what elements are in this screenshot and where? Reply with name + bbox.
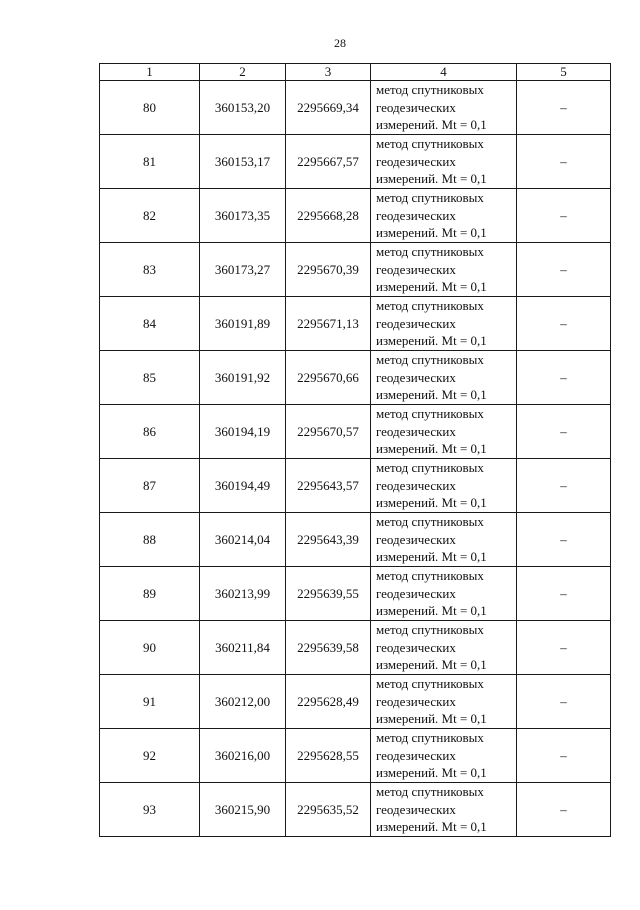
y-coordinate-cell: 2295668,28 bbox=[286, 189, 371, 243]
method-line: измерений. Mt = 0,1 bbox=[376, 819, 487, 835]
method-cell bbox=[371, 351, 517, 405]
y-coordinate-cell: 2295669,34 bbox=[286, 81, 371, 135]
method-cell bbox=[371, 297, 517, 351]
table-row bbox=[100, 405, 611, 459]
method-line: измерений. Mt = 0,1 bbox=[376, 171, 487, 187]
method-line: метод спутниковых bbox=[376, 406, 484, 422]
y-coordinate-cell: 2295671,13 bbox=[286, 297, 371, 351]
table-row bbox=[100, 783, 611, 837]
point-number-cell: 91 bbox=[100, 675, 200, 729]
x-coordinate-cell: 360214,04 bbox=[200, 513, 286, 567]
x-coordinate-cell: 360173,35 bbox=[200, 189, 286, 243]
method-line: метод спутниковых bbox=[376, 784, 484, 800]
method-line: геодезических bbox=[376, 747, 456, 763]
method-line: измерений. Mt = 0,1 bbox=[376, 765, 487, 781]
method-cell bbox=[371, 81, 517, 135]
note-cell: – bbox=[517, 243, 611, 297]
method-cell bbox=[371, 405, 517, 459]
method-line: геодезических bbox=[376, 207, 456, 223]
x-coordinate-cell: 360194,49 bbox=[200, 459, 286, 513]
method-line: геодезических bbox=[376, 801, 456, 817]
header-col-5: 5 bbox=[517, 64, 611, 81]
method-line: геодезических bbox=[376, 477, 456, 493]
method-cell bbox=[371, 675, 517, 729]
method-line: метод спутниковых bbox=[376, 136, 484, 152]
method-line: геодезических bbox=[376, 99, 456, 115]
note-cell: – bbox=[517, 135, 611, 189]
note-cell: – bbox=[517, 783, 611, 837]
note-cell: – bbox=[517, 351, 611, 405]
x-coordinate-cell: 360194,19 bbox=[200, 405, 286, 459]
note-cell: – bbox=[517, 459, 611, 513]
table-row bbox=[100, 621, 611, 675]
y-coordinate-cell: 2295628,49 bbox=[286, 675, 371, 729]
method-line: геодезических bbox=[376, 639, 456, 655]
method-line: измерений. Mt = 0,1 bbox=[376, 117, 487, 133]
method-line: метод спутниковых bbox=[376, 82, 484, 98]
method-cell bbox=[371, 243, 517, 297]
method-cell bbox=[371, 729, 517, 783]
method-line: метод спутниковых bbox=[376, 676, 484, 692]
table-row bbox=[100, 675, 611, 729]
table-row bbox=[100, 459, 611, 513]
point-number-cell: 87 bbox=[100, 459, 200, 513]
point-number-cell: 93 bbox=[100, 783, 200, 837]
x-coordinate-cell: 360216,00 bbox=[200, 729, 286, 783]
point-number-cell: 90 bbox=[100, 621, 200, 675]
y-coordinate-cell: 2295639,58 bbox=[286, 621, 371, 675]
note-cell: – bbox=[517, 81, 611, 135]
method-line: геодезических bbox=[376, 423, 456, 439]
point-number-cell: 89 bbox=[100, 567, 200, 621]
point-number-cell: 85 bbox=[100, 351, 200, 405]
y-coordinate-cell: 2295670,66 bbox=[286, 351, 371, 405]
method-line: метод спутниковых bbox=[376, 514, 484, 530]
method-line: измерений. Mt = 0,1 bbox=[376, 711, 487, 727]
y-coordinate-cell: 2295643,57 bbox=[286, 459, 371, 513]
method-line: измерений. Mt = 0,1 bbox=[376, 441, 487, 457]
method-cell bbox=[371, 459, 517, 513]
y-coordinate-cell: 2295670,57 bbox=[286, 405, 371, 459]
x-coordinate-cell: 360191,89 bbox=[200, 297, 286, 351]
x-coordinate-cell: 360191,92 bbox=[200, 351, 286, 405]
table-row bbox=[100, 351, 611, 405]
y-coordinate-cell: 2295639,55 bbox=[286, 567, 371, 621]
point-number-cell: 83 bbox=[100, 243, 200, 297]
y-coordinate-cell: 2295643,39 bbox=[286, 513, 371, 567]
header-col-3: 3 bbox=[286, 64, 371, 81]
x-coordinate-cell: 360153,17 bbox=[200, 135, 286, 189]
x-coordinate-cell: 360215,90 bbox=[200, 783, 286, 837]
point-number-cell: 82 bbox=[100, 189, 200, 243]
method-line: измерений. Mt = 0,1 bbox=[376, 549, 487, 565]
method-line: измерений. Mt = 0,1 bbox=[376, 225, 487, 241]
method-cell bbox=[371, 189, 517, 243]
method-line: измерений. Mt = 0,1 bbox=[376, 495, 487, 511]
method-line: геодезических bbox=[376, 153, 456, 169]
x-coordinate-cell: 360173,27 bbox=[200, 243, 286, 297]
method-cell bbox=[371, 567, 517, 621]
method-line: измерений. Mt = 0,1 bbox=[376, 603, 487, 619]
note-cell: – bbox=[517, 621, 611, 675]
method-line: геодезических bbox=[376, 693, 456, 709]
table-row bbox=[100, 729, 611, 783]
method-cell bbox=[371, 135, 517, 189]
note-cell: – bbox=[517, 297, 611, 351]
page-number: 28 bbox=[334, 36, 346, 50]
table-row bbox=[100, 135, 611, 189]
method-line: геодезических bbox=[376, 315, 456, 331]
point-number-cell: 92 bbox=[100, 729, 200, 783]
y-coordinate-cell: 2295635,52 bbox=[286, 783, 371, 837]
point-number-cell: 81 bbox=[100, 135, 200, 189]
table-row bbox=[100, 513, 611, 567]
x-coordinate-cell: 360153,20 bbox=[200, 81, 286, 135]
x-coordinate-cell: 360211,84 bbox=[200, 621, 286, 675]
method-line: метод спутниковых bbox=[376, 730, 484, 746]
point-number-cell: 86 bbox=[100, 405, 200, 459]
method-line: метод спутниковых bbox=[376, 298, 484, 314]
method-line: геодезических bbox=[376, 585, 456, 601]
method-line: метод спутниковых bbox=[376, 190, 484, 206]
y-coordinate-cell: 2295667,57 bbox=[286, 135, 371, 189]
y-coordinate-cell: 2295628,55 bbox=[286, 729, 371, 783]
method-line: геодезических bbox=[376, 531, 456, 547]
note-cell: – bbox=[517, 189, 611, 243]
method-line: измерений. Mt = 0,1 bbox=[376, 279, 487, 295]
x-coordinate-cell: 360212,00 bbox=[200, 675, 286, 729]
point-number-cell: 80 bbox=[100, 81, 200, 135]
table-body bbox=[100, 81, 611, 837]
method-line: метод спутниковых bbox=[376, 244, 484, 260]
header-col-1: 1 bbox=[100, 64, 200, 81]
table-row bbox=[100, 81, 611, 135]
coordinates-table bbox=[99, 63, 611, 837]
table-header bbox=[100, 64, 611, 81]
header-col-2: 2 bbox=[200, 64, 286, 81]
table-row bbox=[100, 567, 611, 621]
header-row bbox=[100, 64, 611, 81]
note-cell: – bbox=[517, 405, 611, 459]
method-line: измерений. Mt = 0,1 bbox=[376, 333, 487, 349]
note-cell: – bbox=[517, 513, 611, 567]
point-number-cell: 88 bbox=[100, 513, 200, 567]
note-cell: – bbox=[517, 729, 611, 783]
table-row bbox=[100, 243, 611, 297]
x-coordinate-cell: 360213,99 bbox=[200, 567, 286, 621]
method-line: измерений. Mt = 0,1 bbox=[376, 657, 487, 673]
header-col-4: 4 bbox=[371, 64, 517, 81]
method-cell bbox=[371, 783, 517, 837]
method-line: метод спутниковых bbox=[376, 568, 484, 584]
method-line: метод спутниковых bbox=[376, 352, 484, 368]
table-row bbox=[100, 189, 611, 243]
method-line: метод спутниковых bbox=[376, 622, 484, 638]
method-cell bbox=[371, 513, 517, 567]
note-cell: – bbox=[517, 567, 611, 621]
point-number-cell: 84 bbox=[100, 297, 200, 351]
method-line: геодезических bbox=[376, 261, 456, 277]
method-line: метод спутниковых bbox=[376, 460, 484, 476]
note-cell: – bbox=[517, 675, 611, 729]
method-line: геодезических bbox=[376, 369, 456, 385]
method-cell bbox=[371, 621, 517, 675]
method-line: измерений. Mt = 0,1 bbox=[376, 387, 487, 403]
y-coordinate-cell: 2295670,39 bbox=[286, 243, 371, 297]
table-row bbox=[100, 297, 611, 351]
